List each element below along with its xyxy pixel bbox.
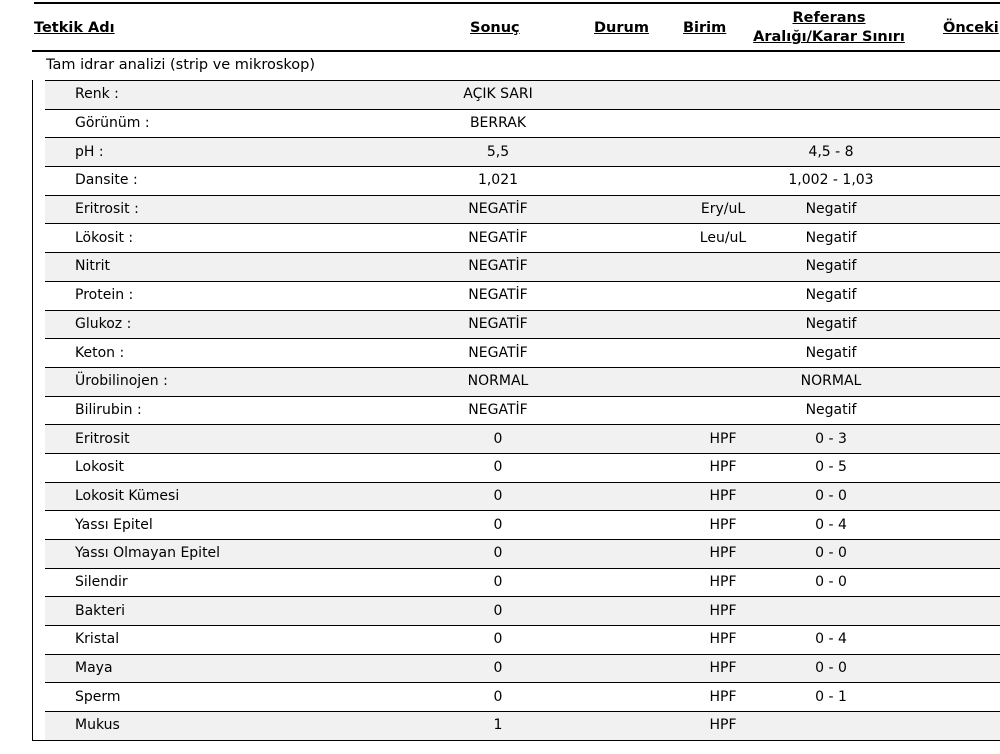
table-row	[33, 654, 1000, 683]
top-rule	[34, 2, 1000, 4]
reference-cell: Negatif	[805, 344, 857, 361]
reference-cell: Negatif	[805, 201, 857, 218]
result-cell: AÇIK SARI	[463, 86, 533, 103]
result-cell: 0	[493, 660, 503, 677]
test-name-cell: Silendir	[75, 574, 128, 591]
test-name-cell: Eritrosit	[75, 430, 130, 447]
reference-cell	[755, 711, 907, 740]
unit-cell: HPF	[709, 688, 737, 705]
table-row	[33, 80, 1000, 109]
result-cell: BERRAK	[469, 115, 527, 132]
reference-cell: NORMAL	[800, 373, 862, 390]
header-reference-line2: Aralığı/Karar Sınırı	[753, 29, 905, 45]
test-name-cell: Lokosit Kümesi	[75, 487, 180, 504]
result-cell: NEGATİF	[468, 344, 528, 361]
header-test-name: Tetkik Adı	[34, 20, 115, 36]
table-row	[33, 338, 1000, 367]
reference-cell	[755, 80, 907, 109]
unit-cell: HPF	[709, 574, 737, 591]
table-row	[33, 625, 1000, 654]
result-cell: 1,021	[477, 172, 519, 189]
test-name-cell: Renk :	[75, 86, 119, 103]
header-result: Sonuç	[470, 20, 520, 36]
header-previous: Önceki	[943, 20, 999, 36]
result-cell: 0	[493, 459, 503, 476]
reference-cell	[755, 596, 907, 625]
result-cell: 0	[493, 602, 503, 619]
table-row	[33, 195, 1000, 224]
test-name-cell: Bakteri	[75, 602, 126, 619]
result-cell: 0	[493, 574, 503, 591]
reference-cell: Negatif	[805, 258, 857, 275]
reference-cell: Negatif	[805, 287, 857, 304]
test-name-cell: Lökosit :	[75, 229, 134, 246]
reference-cell: 0 - 4	[815, 631, 847, 648]
reference-cell: 1,002 - 1,03	[788, 172, 874, 189]
table-row	[33, 223, 1000, 252]
test-name-cell: Nitrit	[75, 258, 110, 275]
table-row	[33, 711, 1000, 740]
result-cell: NEGATİF	[468, 287, 528, 304]
table-row	[33, 596, 1000, 625]
result-cell: 1	[493, 717, 503, 734]
reference-cell: 0 - 4	[815, 516, 847, 533]
result-cell: 0	[493, 516, 503, 533]
table-row	[33, 252, 1000, 281]
table-row	[33, 109, 1000, 138]
test-name-cell: Eritrosit :	[75, 201, 139, 218]
unit-cell: HPF	[709, 660, 737, 677]
reference-cell: Negatif	[805, 315, 857, 332]
table-row	[33, 539, 1000, 568]
unit-cell: HPF	[709, 545, 737, 562]
result-cell: NEGATİF	[468, 401, 528, 418]
test-name-cell: Bilirubin :	[75, 401, 142, 418]
test-name-cell: Yassı Olmayan Epitel	[75, 545, 221, 562]
table-row	[33, 396, 1000, 425]
reference-cell: 0 - 0	[815, 487, 847, 504]
table-row	[33, 367, 1000, 396]
test-name-cell: Görünüm :	[75, 115, 150, 132]
result-cell: NEGATİF	[468, 258, 528, 275]
unit-cell: HPF	[709, 631, 737, 648]
reference-cell: 0 - 1	[815, 688, 847, 705]
reference-cell: 0 - 0	[815, 660, 847, 677]
table-row	[33, 482, 1000, 511]
unit-cell: HPF	[709, 459, 737, 476]
result-cell: 0	[493, 688, 503, 705]
reference-cell: Negatif	[805, 401, 857, 418]
result-cell: NEGATİF	[468, 229, 528, 246]
test-name-cell: Dansite :	[75, 172, 138, 189]
table-row	[33, 310, 1000, 339]
unit-cell: HPF	[709, 487, 737, 504]
result-cell: 0	[493, 631, 503, 648]
reference-cell: 4,5 - 8	[808, 143, 854, 160]
test-name-cell: Sperm	[75, 688, 121, 705]
table-row	[33, 453, 1000, 482]
test-name-cell: Ürobilinojen :	[75, 373, 168, 390]
reference-cell: 0 - 3	[815, 430, 847, 447]
reference-cell	[755, 109, 907, 138]
unit-cell: HPF	[709, 430, 737, 447]
table-row	[33, 166, 1000, 195]
test-name-cell: Kristal	[75, 631, 120, 648]
table-row	[33, 281, 1000, 310]
header-reference-line1: Referans	[792, 10, 866, 26]
test-name-cell: Protein :	[75, 287, 134, 304]
result-cell: 0	[493, 430, 503, 447]
test-name-cell: Lokosit	[75, 459, 124, 476]
result-cell: NORMAL	[467, 373, 529, 390]
unit-cell: HPF	[709, 516, 737, 533]
section-title: Tam idrar analizi (strip ve mikroskop)	[46, 57, 316, 73]
reference-cell: Negatif	[805, 229, 857, 246]
test-name-cell: Glukoz :	[75, 315, 132, 332]
unit-cell: HPF	[709, 717, 737, 734]
header-status: Durum	[594, 20, 649, 36]
test-name-cell: pH :	[75, 143, 104, 160]
result-cell: NEGATİF	[468, 315, 528, 332]
table-row	[33, 424, 1000, 453]
unit-cell: Leu/uL	[699, 229, 747, 246]
table-row	[33, 568, 1000, 597]
result-cell: NEGATİF	[468, 201, 528, 218]
unit-cell: HPF	[709, 602, 737, 619]
header-unit: Birim	[683, 20, 727, 36]
table-row	[33, 510, 1000, 539]
table-row	[33, 682, 1000, 711]
reference-cell: 0 - 0	[815, 574, 847, 591]
result-cell: 0	[493, 545, 503, 562]
test-name-cell: Mukus	[75, 717, 120, 734]
result-cell: 0	[493, 487, 503, 504]
results-table	[32, 80, 1000, 741]
section-title-row	[32, 53, 1000, 78]
test-name-cell: Keton :	[75, 344, 125, 361]
table-row	[33, 137, 1000, 166]
header-rule	[32, 50, 1000, 52]
test-name-cell: Yassı Epitel	[75, 516, 153, 533]
reference-cell: 0 - 5	[815, 459, 847, 476]
result-cell: 5,5	[486, 143, 510, 160]
unit-cell: Ery/uL	[700, 201, 746, 218]
test-name-cell: Maya	[75, 660, 113, 677]
reference-cell: 0 - 0	[815, 545, 847, 562]
